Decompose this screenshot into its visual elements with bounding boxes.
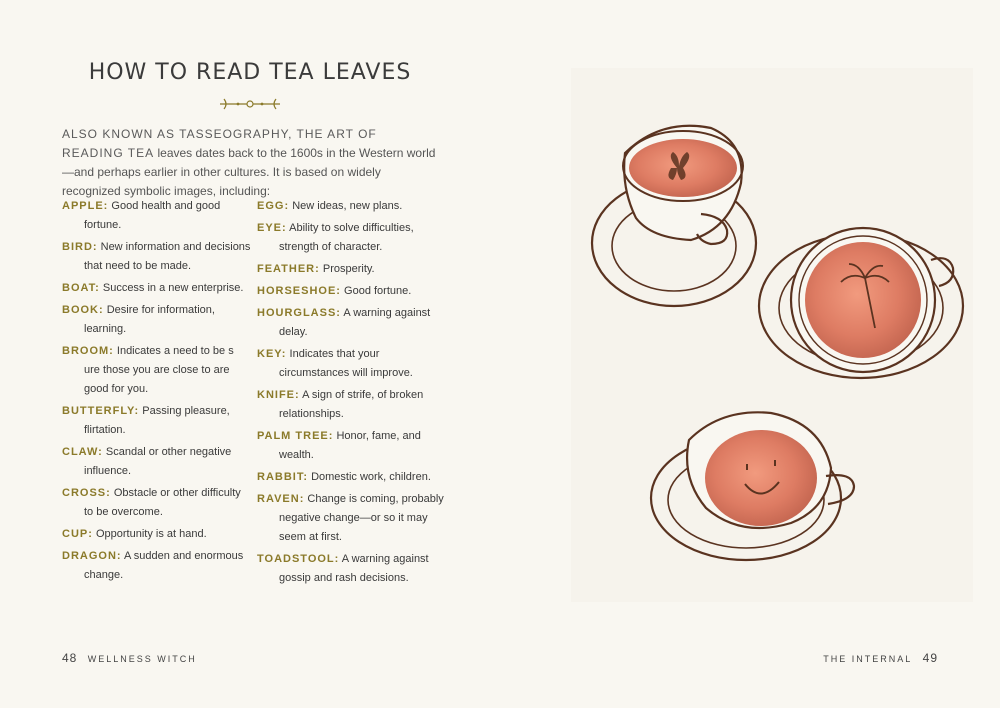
- symbol-definition: Success in a new enterprise.: [102, 282, 244, 294]
- symbol-entry: [257, 427, 447, 465]
- symbol-entry: [257, 345, 447, 383]
- symbol-term: DRAGON:: [62, 550, 122, 562]
- symbol-definition: Scandal or other negative influence.: [84, 446, 232, 477]
- symbol-term: HORSESHOE:: [257, 285, 341, 297]
- symbol-term: RABBIT:: [257, 471, 308, 483]
- symbol-entry: [257, 260, 447, 279]
- symbol-entry: [62, 484, 252, 522]
- page-number-left: 48: [62, 651, 78, 665]
- running-head-right: THE INTERNAL: [823, 654, 913, 664]
- symbol-term: HOURGLASS:: [257, 307, 341, 319]
- symbol-definition: A sudden and enormous change.: [84, 550, 244, 581]
- symbol-entry: [62, 443, 252, 481]
- intro-paragraph: [62, 125, 442, 201]
- symbol-entry: [62, 402, 252, 440]
- symbol-entry: [257, 304, 447, 342]
- teacup-butterfly: [592, 126, 756, 306]
- symbol-entry: [257, 219, 447, 257]
- symbol-definition: Honor, fame, and wealth.: [279, 430, 421, 461]
- symbol-entry: [62, 197, 252, 235]
- teacup-palm-tree: [759, 228, 963, 378]
- symbol-definition: Opportunity is at hand.: [95, 528, 207, 540]
- intro-rest: leaves dates back to the 1600s in the Western world—and perhaps earlier in other cultures. It is based on widely recognized symbolic images, including:: [62, 146, 436, 198]
- symbol-definition: Prosperity.: [322, 263, 375, 275]
- symbol-definition: A sign of strife, of broken relationships.: [279, 389, 424, 420]
- symbol-entry: [62, 279, 252, 298]
- symbol-term: EYE:: [257, 222, 287, 234]
- symbol-definition: Obstacle or other difficulty to be overcome.: [84, 487, 241, 518]
- symbol-definition: Change is coming, probably negative change—or so it may seem at first.: [279, 493, 444, 543]
- symbol-term: FEATHER:: [257, 263, 320, 275]
- running-head-left: WELLNESS WITCH: [87, 654, 197, 664]
- symbol-term: BUTTERFLY:: [62, 405, 140, 417]
- symbol-entry: [62, 547, 252, 585]
- symbol-term: APPLE:: [62, 200, 109, 212]
- symbol-definition: Indicates a need to be s ure those you are close to are good for you.: [84, 345, 234, 395]
- symbol-definition: Indicates that your circumstances will improve.: [279, 348, 413, 379]
- symbol-term: EGG:: [257, 200, 290, 212]
- symbol-definition: A warning against gossip and rash decisions.: [279, 553, 429, 584]
- symbol-definition: Passing pleasure, flirtation.: [84, 405, 230, 436]
- symbol-entry: [257, 490, 447, 547]
- symbol-column-2: [257, 197, 447, 591]
- symbol-definition: Good health and good fortune.: [84, 200, 221, 231]
- symbol-entry: [257, 282, 447, 301]
- symbol-term: CLAW:: [62, 446, 103, 458]
- symbol-term: TOADSTOOL:: [257, 553, 340, 565]
- symbol-term: BIRD:: [62, 241, 98, 253]
- symbol-entry: [62, 238, 252, 276]
- symbol-definition: New ideas, new plans.: [292, 200, 403, 212]
- teacup-illustration: [571, 68, 973, 602]
- symbol-term: BOAT:: [62, 282, 100, 294]
- symbol-entry: [257, 550, 447, 588]
- flourish-ornament: [218, 96, 282, 112]
- symbol-term: BROOM:: [62, 345, 114, 357]
- symbol-definition: A warning against delay.: [279, 307, 431, 338]
- symbol-term: KNIFE:: [257, 389, 300, 401]
- symbol-term: RAVEN:: [257, 493, 305, 505]
- symbol-entry: [257, 468, 447, 487]
- symbol-entry: [62, 525, 252, 544]
- symbol-entry: [257, 386, 447, 424]
- teacup-smiley: [651, 412, 854, 560]
- footer-left: [62, 651, 197, 665]
- symbol-column-1: [62, 197, 252, 588]
- symbol-definition: Good fortune.: [344, 285, 412, 297]
- symbol-term: CUP:: [62, 528, 93, 540]
- symbol-term: BOOK:: [62, 304, 104, 316]
- page-number-right: 49: [922, 651, 938, 665]
- intro-lead: ALSO KNOWN AS TASSEOGRAPHY, THE ART OF READING TEA: [62, 127, 377, 160]
- footer-right: [823, 651, 938, 665]
- symbol-term: CROSS:: [62, 487, 111, 499]
- symbol-entry: [62, 342, 252, 399]
- symbol-definition: Ability to solve difficulties, strength of character.: [279, 222, 414, 253]
- page-title: HOW TO READ TEA LEAVES: [88, 60, 412, 85]
- right-page: [500, 0, 1000, 708]
- teacups-drawing: [571, 68, 973, 602]
- symbol-entry: [62, 301, 252, 339]
- symbol-term: KEY:: [257, 348, 287, 360]
- symbol-entry: [257, 197, 447, 216]
- symbol-term: PALM TREE:: [257, 430, 334, 442]
- symbol-definition: Domestic work, children.: [311, 471, 431, 483]
- symbol-definition: Desire for information, learning.: [84, 304, 215, 335]
- symbol-definition: New information and decisions that need to be made.: [84, 241, 251, 272]
